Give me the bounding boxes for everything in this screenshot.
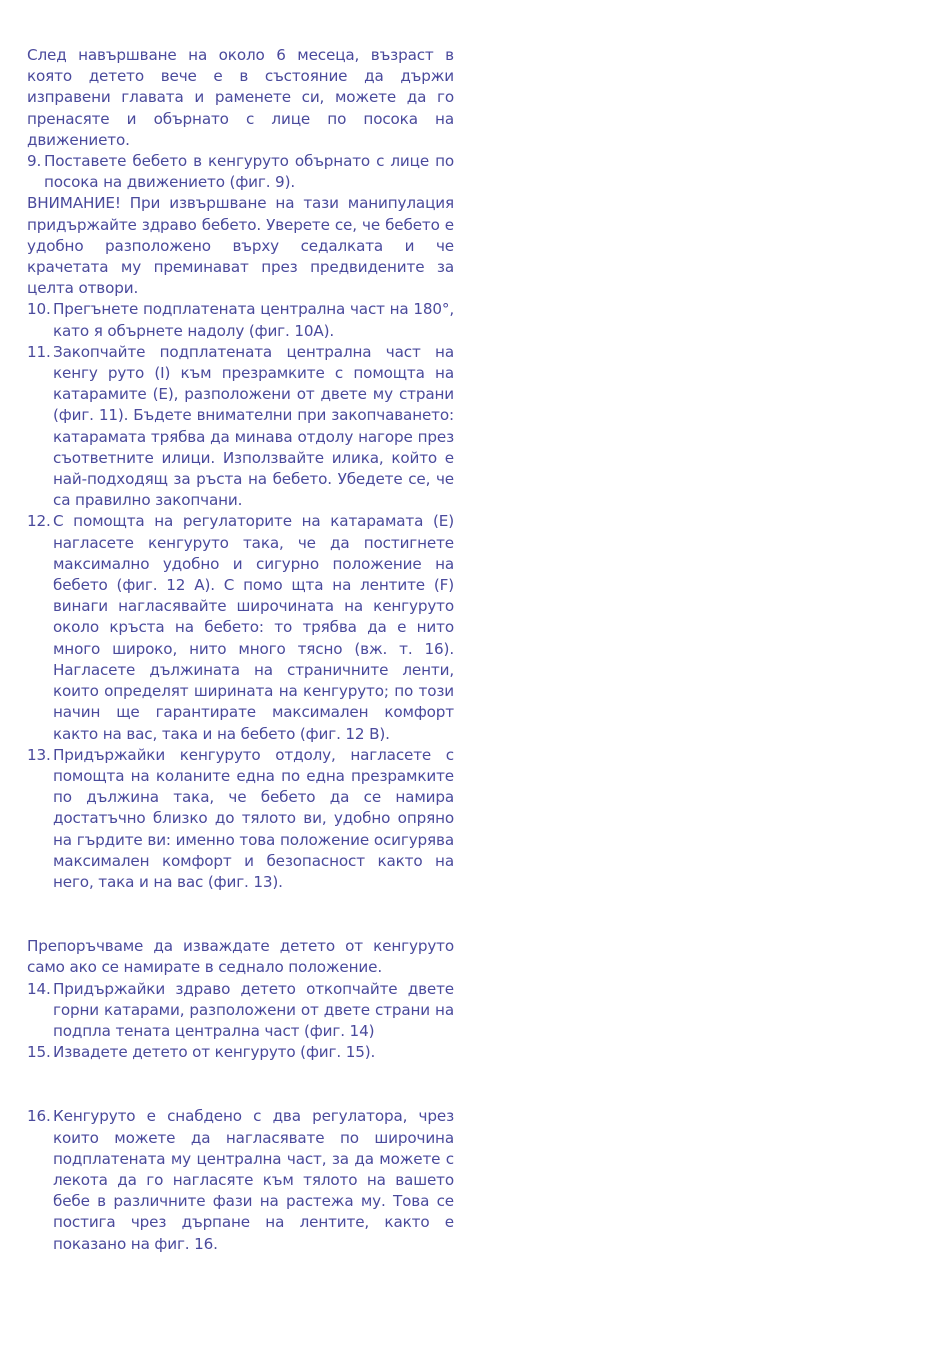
item-number: 12.: [27, 512, 51, 531]
item-number: 9.: [27, 152, 42, 171]
section-spacer: [27, 1063, 454, 1106]
warning-paragraph: ВНИМАНИЕ! При извършване на тази манипулация придържайте здраво бебето. Уверете се, че бебето е удобно разположено върху седалката и че крачетата му преминават през предвидените за целта отвори.: [27, 194, 454, 298]
text-column: [27, 45, 454, 1255]
item-text: С помощта на регулаторите на катарамата (Е) нагласете кенгуруто така, че да постигнете максимално удобно и сигурно положение на бебето (фиг. 12 А). С помо щта на лентите (F) винаги нагласявайте широчината на кенгуруто около кръста на бебето: то трябва да е нито много широко, нито много тясно (вж. т. 16). Нагласете дължината на страничните ленти, които определят ширината на кенгуруто; по този начин ще гарантирате максимален комфорт както на вас, така и на бебето (фиг. 12 B).: [53, 512, 454, 743]
list-item-12: [27, 511, 454, 744]
removal-intro-paragraph: Препоръчваме да изваждате детето от кенгуруто само ако се намирате в седнало положение.: [27, 937, 454, 977]
item-text: Придържайки кенгуруто отдолу, нагласете с помощта на коланите една по една презрамките по дължина така, че бебето да се намира достатъчно близко до тялото ви, удобно опряно на гърдите ви: именно това положение осигурява максимален комфорт и безопасност както на него, така и на вас (фиг. 13).: [53, 745, 454, 891]
item-number: 10.: [27, 300, 51, 319]
list-item-15: [27, 1042, 454, 1063]
item-number: 14.: [27, 979, 51, 998]
item-text: Извадете детето от кенгуруто (фиг. 15).: [53, 1043, 376, 1062]
section-spacer: [27, 893, 454, 936]
list-item-16: [27, 1106, 454, 1254]
item-number: 11.: [27, 342, 51, 361]
item-text: Кенгуруто е снабдено с два регулатора, чрез които можете да нагласявате по широчина подплатената му централна част, за да можете с лекота да го нагласяте към тялото на вашето бебе в различните фази на растежа му. Това се постига чрез дърпане на лентите, както е показано на фиг. 16.: [53, 1107, 454, 1253]
item-number: 15.: [27, 1043, 51, 1062]
list-item-11: [27, 342, 454, 512]
list-item-13: [27, 745, 454, 893]
list-item-10: [27, 299, 454, 341]
item-text: Придържайки здраво детето откопчайте двете горни катарами, разположени от двете страни на подпла тената централна част (фиг. 14): [53, 979, 454, 1040]
item-number: 13.: [27, 745, 51, 764]
item-text: Закопчайте подплатената централна част на кенгу руто (I) към презрамките с помощта на катарамите (E), разположени от двете му страни (фиг. 11). Бъдете внимателни при закопчаването: катарамата трябва да минава отдолу нагоре през съответните илици. Използвайте илика, който е най-подходящ за ръста на бебето. Убедете се, че са правилно закопчани.: [53, 342, 454, 510]
list-item-9: [27, 151, 454, 193]
intro-paragraph: След навършване на около 6 месеца, възраст в която детето вече е в състояние да държи изправени главата и раменете си, можете да го пренасяте и обърнато с лице по посока на движението.: [27, 46, 454, 149]
item-text: Поставете бебето в кенгуруто обърнато с лице по посока на движението (фиг. 9).: [44, 152, 454, 192]
item-number: 16.: [27, 1107, 51, 1126]
item-text: Прегънете подплатената централна част на 180°, като я обърнете надолу (фиг. 10А).: [53, 300, 454, 340]
list-item-14: [27, 979, 454, 1043]
